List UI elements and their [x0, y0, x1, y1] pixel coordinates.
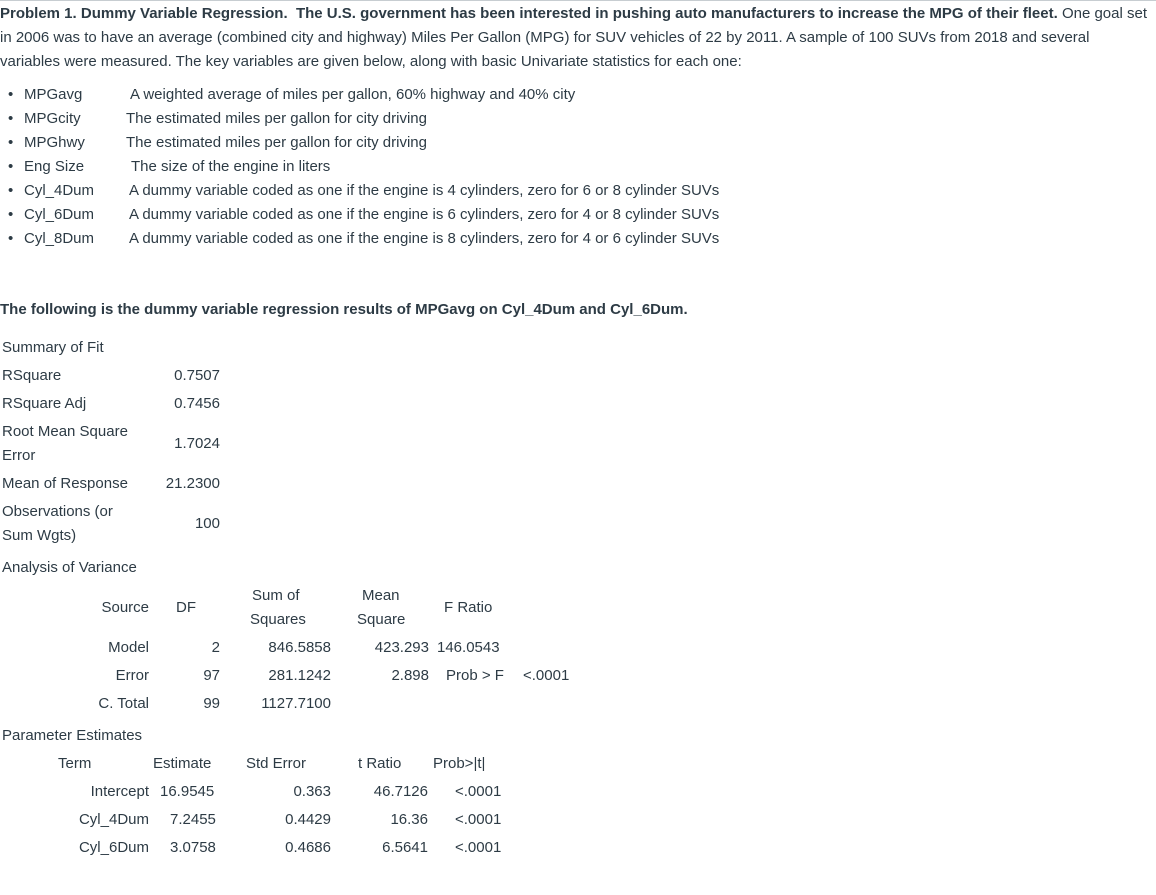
params-term: Intercept: [90, 783, 149, 800]
params-heading: Parameter Estimates: [2, 727, 143, 744]
list-item: • Cyl_4Dum A dummy variable coded as one if the engine is 4 cylinders, zero for 6 or 8 cylinder SUVs: [0, 179, 800, 203]
summary-label: Mean of Response: [2, 475, 128, 492]
anova-ms: 423.293: [374, 639, 429, 656]
params-p: <.0001: [455, 783, 502, 800]
problem-title: Problem 1. Dummy Variable Regression.: [0, 5, 288, 22]
params-se: 0.4429: [285, 811, 331, 828]
anova-source: Model: [108, 639, 149, 656]
anova-source: Error: [115, 667, 149, 684]
summary-value: 0.7507: [174, 367, 220, 384]
anova-f: 146.0543: [437, 639, 500, 656]
list-item: • Cyl_8Dum A dummy variable coded as one if the engine is 8 cylinders, zero for 4 or 6 cylinder SUVs: [0, 227, 800, 251]
anova-source: C. Total: [98, 695, 149, 712]
regression-intro: The following is the dummy variable regression results of MPGavg on Cyl_4Dum and Cyl_6Dum.: [0, 301, 688, 318]
list-item: • MPGavg A weighted average of miles per gallon, 60% highway and 40% city: [0, 83, 800, 107]
params-p: <.0001: [455, 811, 502, 828]
variable-name: Cyl_6Dum: [24, 206, 95, 223]
anova-df: 99: [203, 695, 220, 712]
params-header-term: Term: [58, 755, 92, 772]
summary-label: RSquare Adj: [2, 395, 87, 412]
params-estimate: 3.0758: [170, 839, 216, 856]
params-t: 6.5641: [382, 839, 428, 856]
variable-name: MPGcity: [24, 110, 81, 127]
summary-value: 21.2300: [165, 475, 220, 492]
params-term: Cyl_4Dum: [78, 811, 149, 828]
variable-name: MPGhwy: [24, 134, 85, 151]
variable-description: A dummy variable coded as one if the engine is 4 cylinders, zero for 6 or 8 cylinder SUVs: [129, 182, 720, 199]
summary-label: Observations (or: [2, 503, 113, 520]
top-border: [0, 0, 1156, 1]
anova-header-f: F Ratio: [444, 599, 493, 616]
params-t: 16.36: [390, 811, 428, 828]
summary-value: 0.7456: [174, 395, 220, 412]
params-t: 46.7126: [373, 783, 428, 800]
problem-bold-sentence: The U.S. government has been interested in pushing auto manufacturers to increase the MPG of their fleet.: [295, 5, 1058, 22]
params-p: <.0001: [455, 839, 502, 856]
variable-description: The estimated miles per gallon for city driving: [126, 134, 427, 151]
params-se: 0.363: [293, 783, 331, 800]
variable-list: [0, 83, 800, 251]
summary-heading: Summary of Fit: [2, 339, 104, 356]
list-item: • MPGcity The estimated miles per gallon for city driving: [0, 107, 800, 131]
anova-prob: <.0001: [523, 667, 570, 684]
variable-description: A dummy variable coded as one if the engine is 6 cylinders, zero for 4 or 8 cylinder SUVs: [129, 206, 720, 223]
anova-df: 97: [203, 667, 220, 684]
anova-df: 2: [211, 639, 220, 656]
list-item: • Eng Size The size of the engine in liters: [0, 155, 800, 179]
variable-name: Cyl_8Dum: [24, 230, 95, 247]
params-header-t: t Ratio: [358, 755, 402, 772]
anova-header-ss: Sum of: [252, 587, 300, 604]
anova-prob-label: Prob > F: [446, 667, 504, 684]
summary-value: 100: [194, 515, 220, 532]
anova-heading: Analysis of Variance: [2, 559, 137, 576]
anova-header-ms: Mean: [362, 587, 400, 604]
params-estimate: 7.2455: [170, 811, 216, 828]
list-item: • Cyl_6Dum A dummy variable coded as one if the engine is 6 cylinders, zero for 4 or 8 cylinder SUVs: [0, 203, 800, 227]
variable-name: Cyl_4Dum: [24, 182, 95, 199]
variable-description: A weighted average of miles per gallon, 60% highway and 40% city: [130, 86, 576, 103]
anova-header-source: Source: [101, 599, 149, 616]
anova-header-df: DF: [176, 599, 196, 616]
params-header-se: Std Error: [246, 755, 307, 772]
anova-ms: 2.898: [391, 667, 429, 684]
variable-description: The estimated miles per gallon for city driving: [126, 110, 427, 127]
variable-description: The size of the engine in liters: [131, 158, 331, 175]
problem-text: One goal set in 2006 was to have an average (combined city and highway) Miles Per Gallon (MPG) for SUV vehicles of 22 by 2011. A sample of 100 SUVs from 2018 and several variables were measured. The key variables are given below, along with basic Univariate statistics for each one:: [0, 5, 1147, 70]
problem-intro: [0, 2, 1152, 74]
params-term: Cyl_6Dum: [78, 839, 149, 856]
variable-name: Eng Size: [24, 158, 85, 175]
anova-ss: 846.5858: [268, 639, 331, 656]
anova-ss: 281.1242: [268, 667, 331, 684]
summary-label: Error: [2, 447, 36, 464]
anova-header-ms: Square: [357, 611, 406, 628]
variable-description: A dummy variable coded as one if the engine is 8 cylinders, zero for 4 or 6 cylinder SUVs: [129, 230, 720, 247]
summary-label: Sum Wgts): [2, 527, 77, 544]
anova-header-ss: Squares: [250, 611, 306, 628]
variable-name: MPGavg: [24, 86, 83, 103]
params-se: 0.4686: [285, 839, 331, 856]
summary-value: 1.7024: [174, 435, 220, 452]
summary-label: Root Mean Square: [2, 423, 128, 440]
params-header-estimate: Estimate: [153, 755, 212, 772]
params-estimate: 16.9545: [160, 783, 215, 800]
summary-label: RSquare: [2, 367, 62, 384]
list-item: • MPGhwy The estimated miles per gallon for city driving: [0, 131, 800, 155]
anova-ss: 1127.7100: [261, 695, 331, 712]
params-header-p: Prob>|t|: [433, 755, 486, 772]
